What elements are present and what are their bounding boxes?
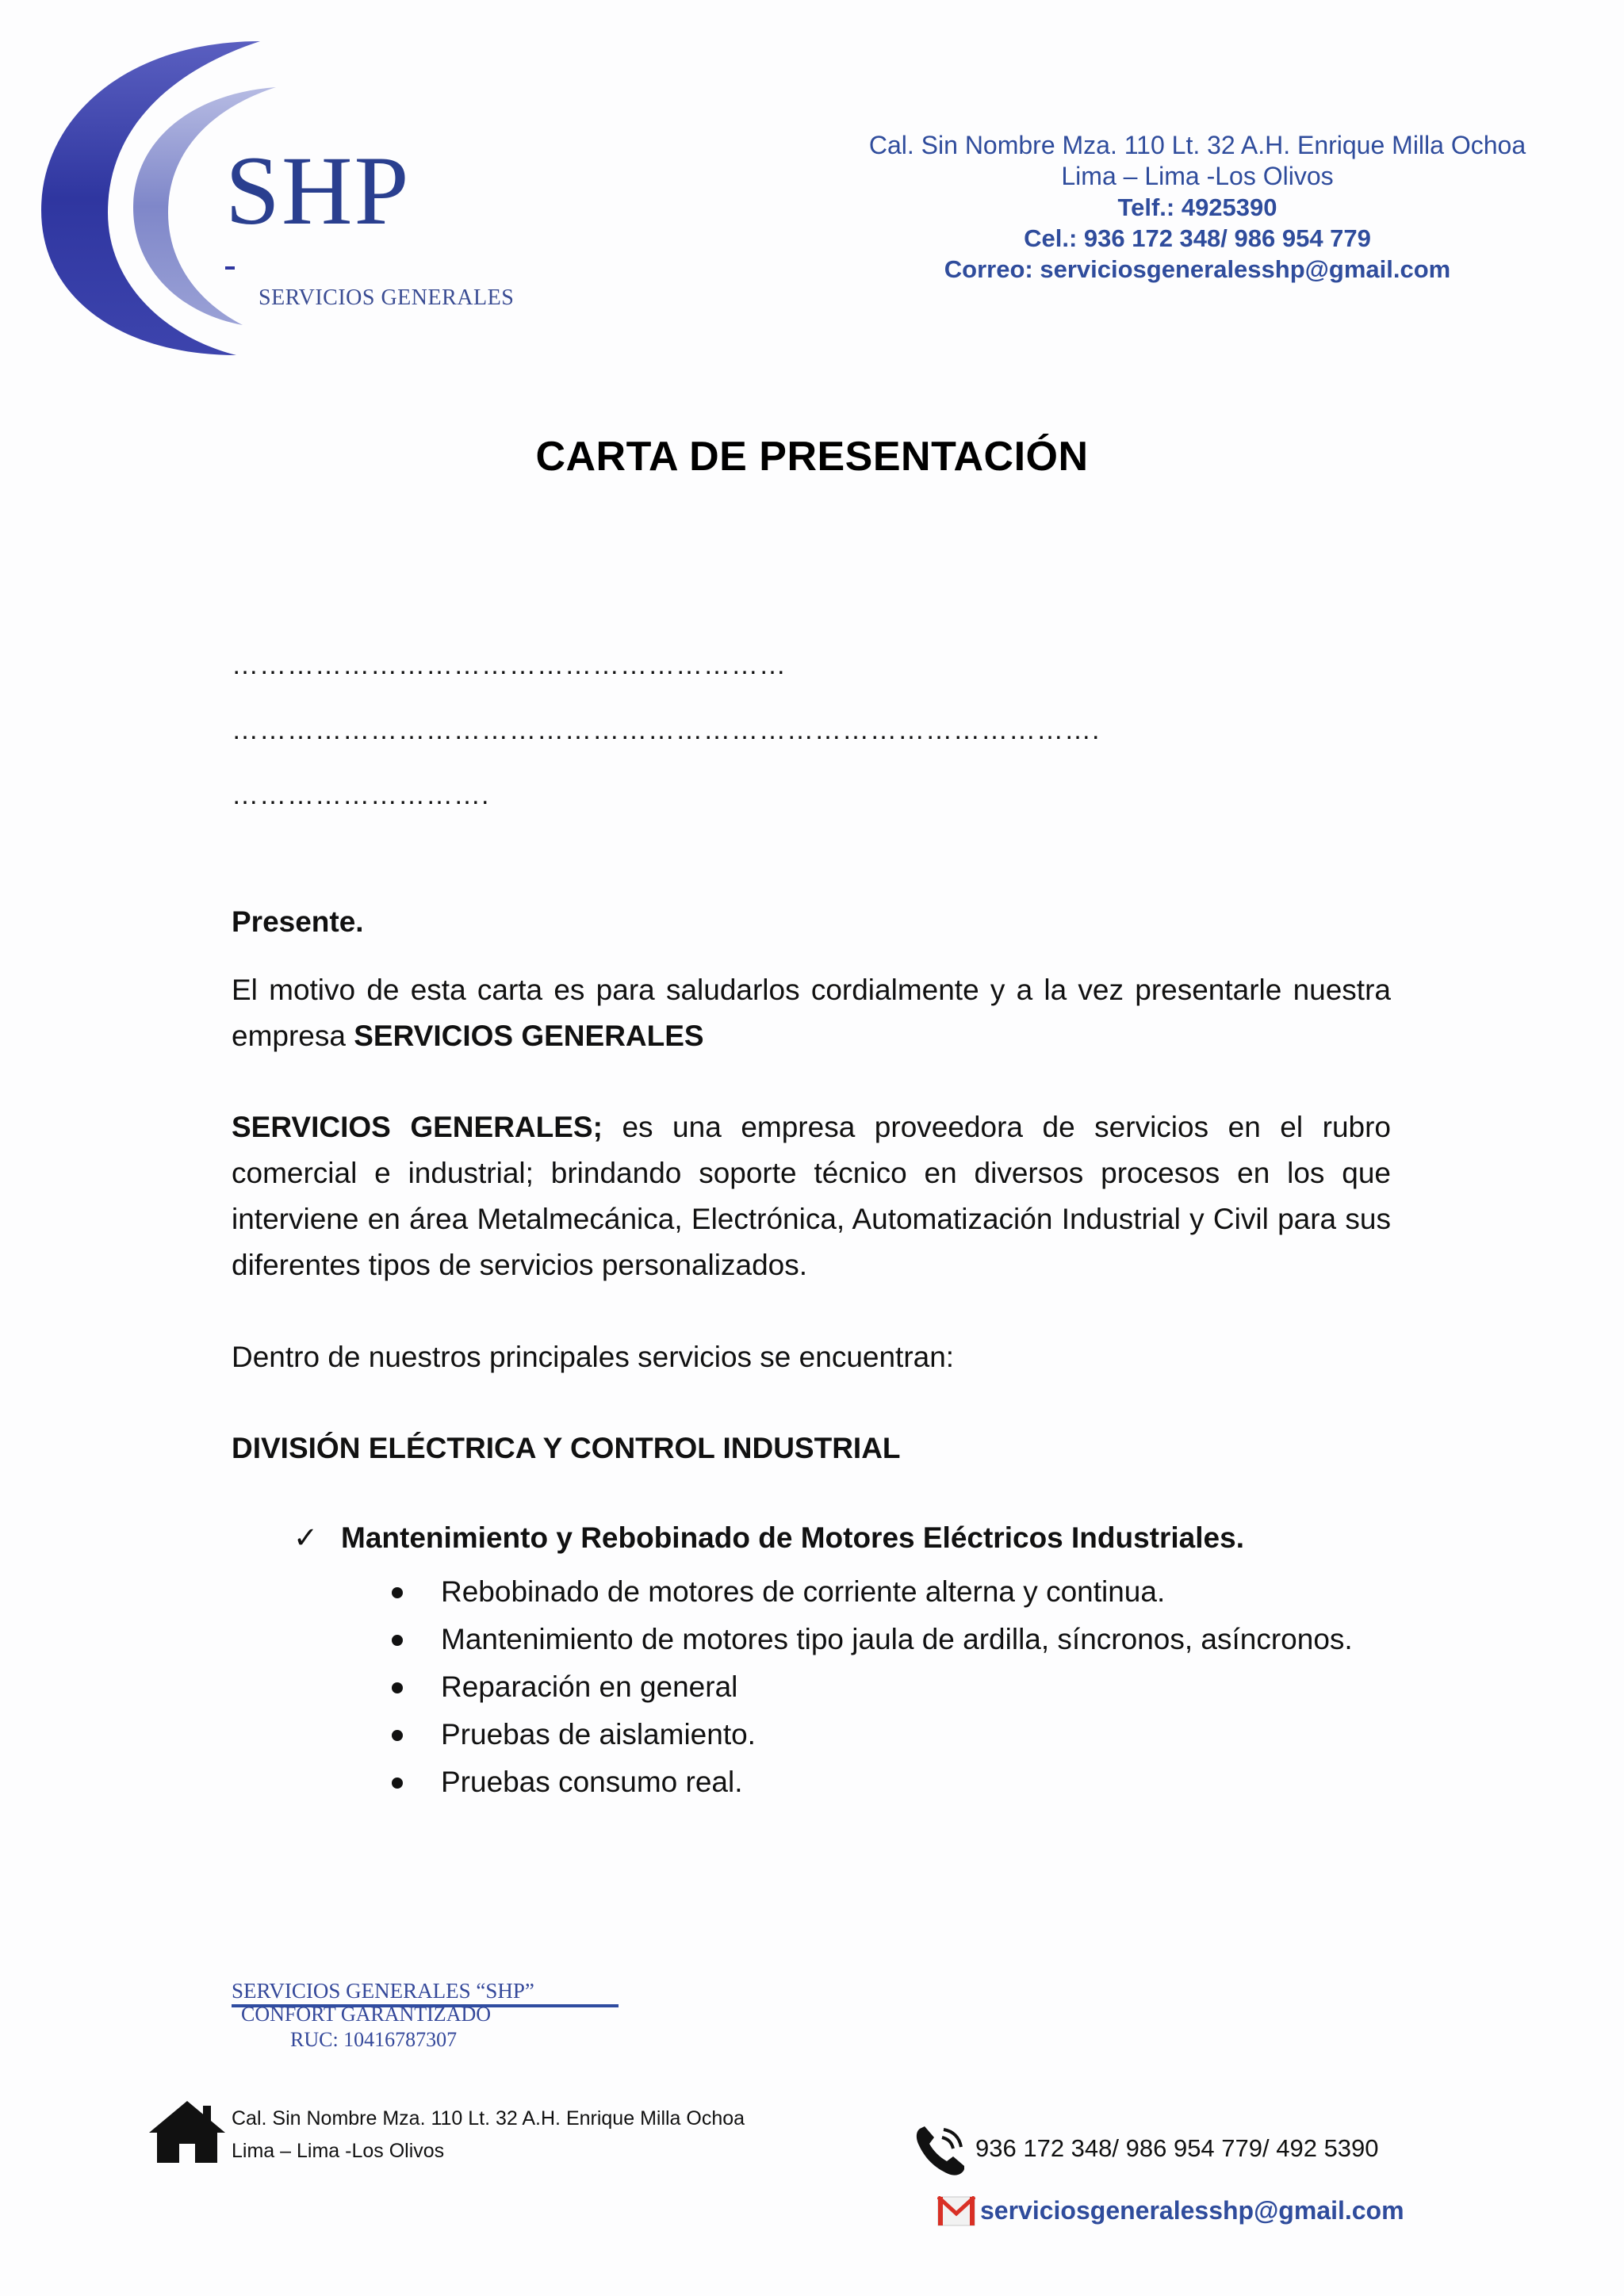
service-item: Mantenimiento de motores tipo jaula de ardilla, síncronos, asíncronos. (392, 1616, 1353, 1663)
stamp-slogan: CONFORT GARANTIZADO (241, 2003, 492, 2026)
service-title-text: Mantenimiento y Rebobinado de Motores Eléctricos Industriales. (341, 1521, 1244, 1554)
header-telf: Telf.: 4925390 (1117, 193, 1277, 221)
document-title: CARTA DE PRESENTACIÓN (535, 434, 1089, 480)
footer-email: serviciosgeneralesshp@gmail.com (980, 2196, 1404, 2225)
recipient-line-3: ………………………. (232, 780, 490, 810)
home-icon (147, 2098, 227, 2164)
recipient-line-1: …………………………………………………… (232, 650, 787, 680)
gmail-icon (937, 2196, 975, 2226)
footer-phones: 936 172 348/ 986 954 779/ 492 5390 (975, 2134, 1379, 2162)
paragraph-company-name: SERVICIOS GENERALES; (232, 1111, 603, 1143)
paragraph-services-intro: Dentro de nuestros principales servicios se encuentran: (232, 1341, 955, 1373)
paragraph-intro-text: El motivo de esta carta es para saludarlos cordialmente y a la vez presentarle nuestra empresa (232, 974, 1391, 1052)
header-cel: Cel.: 936 172 348/ 986 954 779 (1024, 224, 1371, 252)
logo-subtitle: SERVICIOS GENERALES (259, 285, 515, 310)
paragraph-company-description (232, 1104, 1391, 1288)
company-stamp (232, 1979, 644, 2058)
stamp-company-name: SERVICIOS GENERALES “SHP” (232, 1979, 534, 2003)
paragraph-intro (232, 967, 1391, 1059)
phone-icon (914, 2125, 966, 2177)
company-logo (38, 32, 530, 357)
service-title (293, 1521, 1244, 1555)
logo-brand-text: SHP (225, 136, 411, 245)
footer-address (232, 2103, 745, 2168)
division-heading: DIVISIÓN ELÉCTRICA Y CONTROL INDUSTRIAL (232, 1432, 901, 1464)
recipient-line-2: …………………………………………………………………………………. (232, 715, 1101, 745)
service-item: Pruebas de aislamiento. (392, 1711, 1353, 1758)
paragraph-company-text: es una empresa proveedora de servicios en el rubro comercial e industrial; brindando soporte técnico en diversos procesos en los que interviene en área Metalmecánica, Electrónica, Automatización Industrial y Civil para sus diferentes tipos de servicios personalizados. (232, 1111, 1391, 1281)
service-items-list (392, 1568, 1353, 1806)
header-address-line1: Cal. Sin Nombre Mza. 110 Lt. 32 A.H. Enrique Milla Ochoa (868, 131, 1526, 159)
footer-address-line2: Lima – Lima -Los Olivos (232, 2140, 445, 2162)
greeting: Presente. (232, 905, 364, 938)
header-address-line2: Lima – Lima -Los Olivos (1061, 162, 1334, 190)
service-item: Rebobinado de motores de corriente alterna y continua. (392, 1568, 1353, 1616)
service-item: Pruebas consumo real. (392, 1758, 1353, 1806)
footer-address-line1: Cal. Sin Nombre Mza. 110 Lt. 32 A.H. Enrique Milla Ochoa (232, 2107, 745, 2130)
service-item: Reparación en general (392, 1663, 1353, 1711)
checkmark-icon: ✓ (293, 1521, 319, 1554)
stamp-ruc: RUC: 10416787307 (290, 2028, 458, 2051)
header-contact (809, 130, 1586, 285)
header-email: Correo: serviciosgeneralesshp@gmail.com (944, 255, 1451, 283)
paragraph-intro-company: SERVICIOS GENERALES (354, 1020, 704, 1052)
